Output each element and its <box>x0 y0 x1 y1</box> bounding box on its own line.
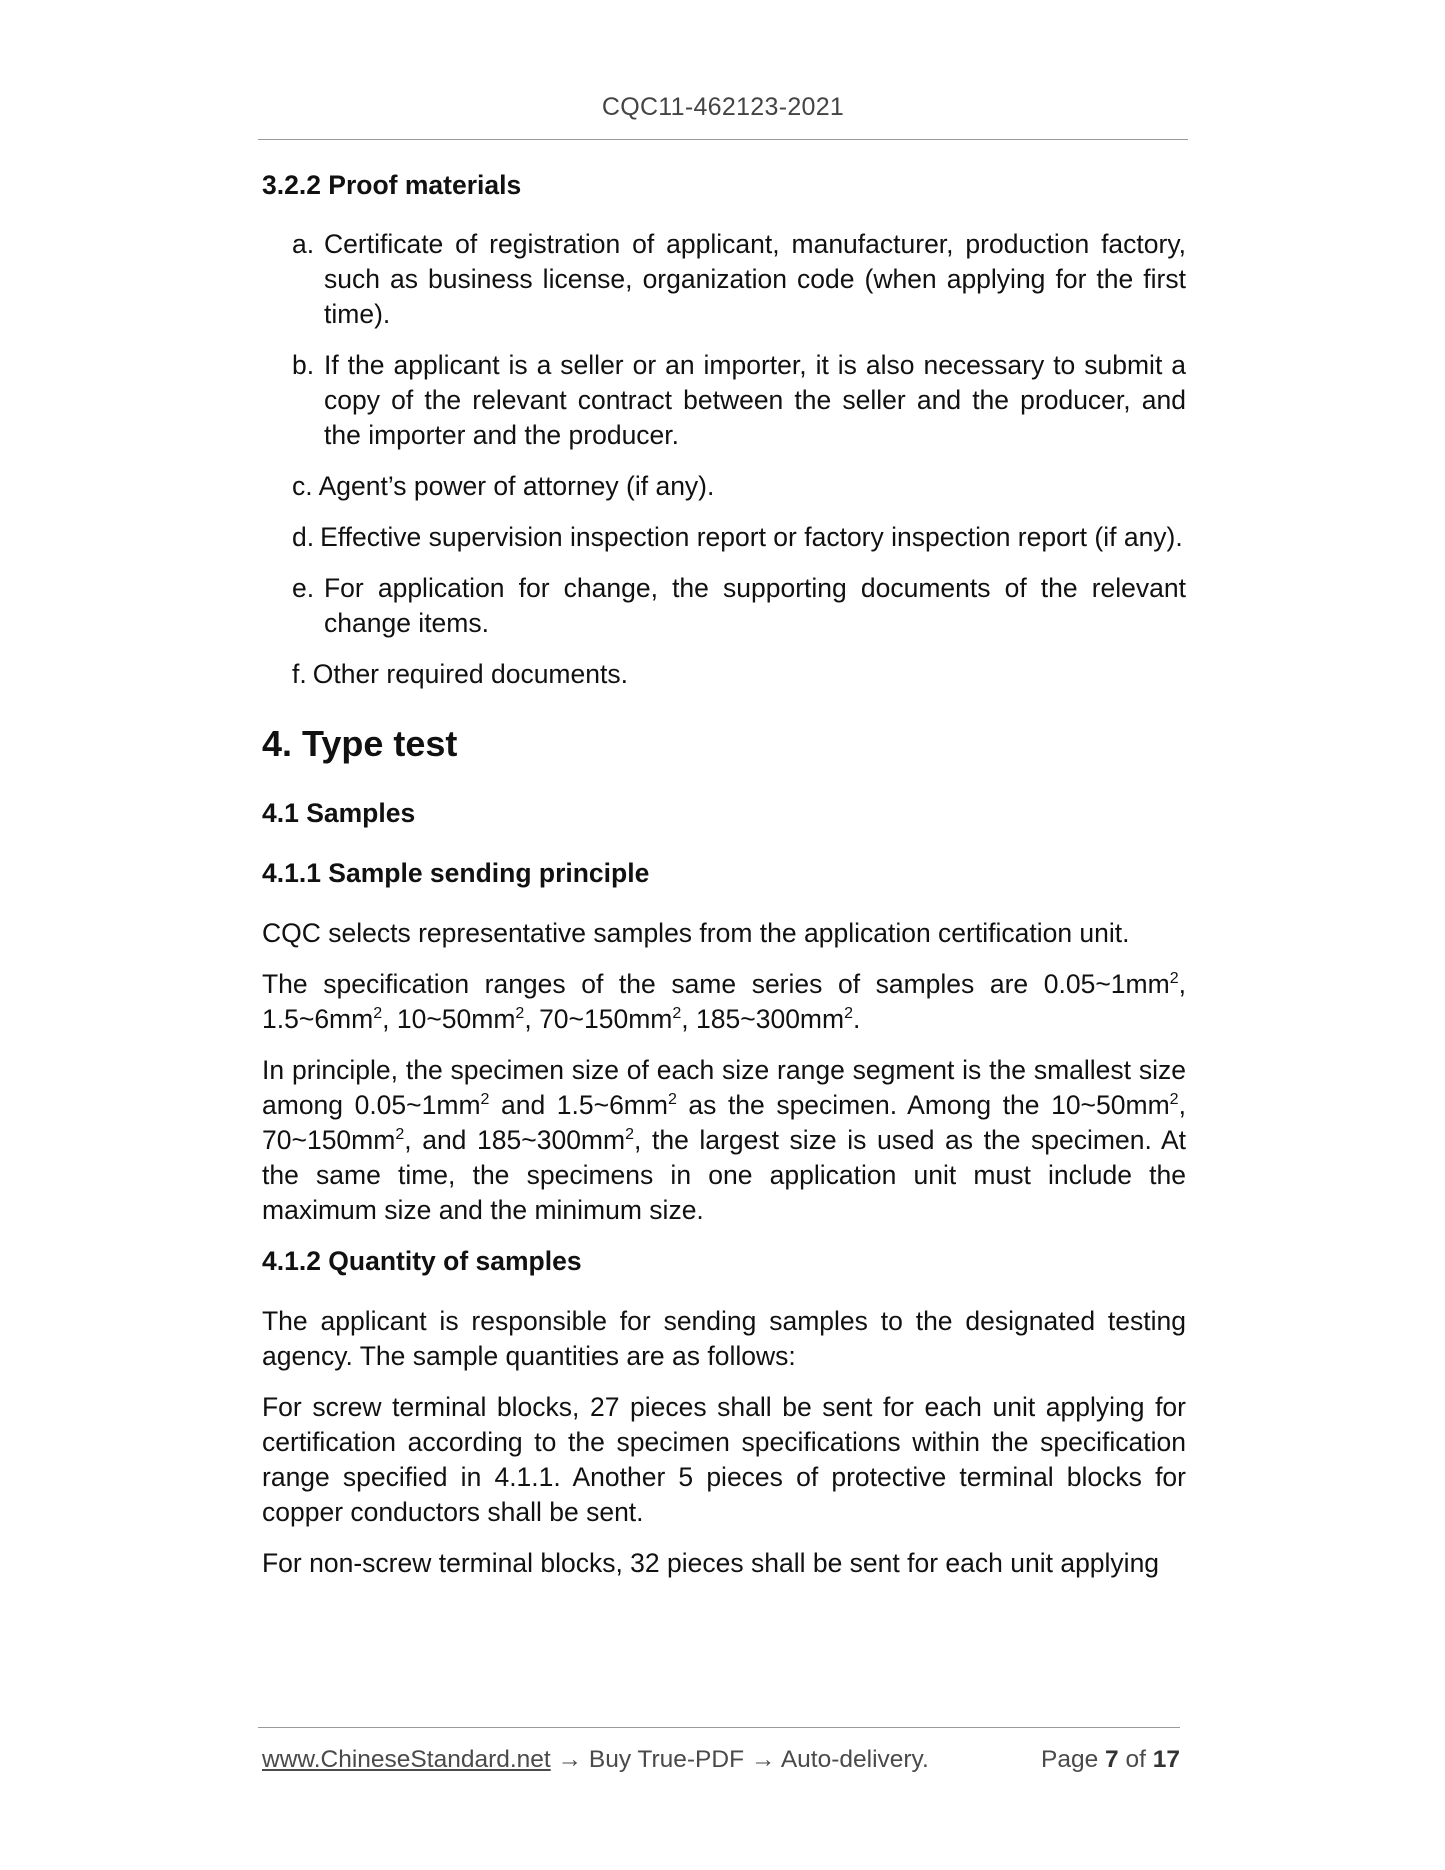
range-3: 70~150mm <box>262 1125 396 1155</box>
list-text: For application for change, the supporting documents of the relevant change items. <box>324 573 1186 638</box>
superscript: 2 <box>625 1126 634 1143</box>
footer-promo <box>262 1746 929 1774</box>
superscript: 2 <box>395 1126 405 1143</box>
range-0: 0.05~1mm <box>1043 969 1170 999</box>
paragraph: The applicant is responsible for sending samples to the designated testing agency. The sample quantities are as follows: <box>262 1306 1186 1371</box>
superscript: 2 <box>844 1005 853 1022</box>
range-2: 10~50mm <box>1051 1090 1170 1120</box>
list-text: Agent’s power of attorney (if any). <box>318 471 715 501</box>
heading-3-2-2: 3.2.2 Proof materials <box>262 170 522 200</box>
superscript: 2 <box>1169 1091 1179 1108</box>
list-text: Other required documents. <box>312 659 628 689</box>
page-indicator <box>1041 1746 1180 1774</box>
range-0: 0.05~1mm <box>354 1090 481 1120</box>
list-item-d <box>292 520 1186 555</box>
heading-4-1-1: 4.1.1 Sample sending principle <box>262 858 650 888</box>
range-4: 185~300mm <box>477 1125 626 1155</box>
range-1: 1.5~6mm <box>556 1090 668 1120</box>
website-link[interactable]: www.ChineseStandard.net <box>262 1746 551 1773</box>
document-number-header: CQC11-462123-2021 <box>601 93 845 121</box>
page-current: 7 <box>1105 1746 1119 1773</box>
superscript: 2 <box>672 1005 682 1022</box>
heading-4-1-2: 4.1.2 Quantity of samples <box>262 1246 582 1276</box>
list-label: a. <box>292 229 315 259</box>
range-4: 185~300mm <box>696 1004 845 1034</box>
superscript: 2 <box>515 1005 525 1022</box>
page-footer <box>262 1746 1180 1774</box>
list-text: Effective supervision inspection report or factory inspection report (if any). <box>320 522 1183 552</box>
document-body <box>262 168 1186 1581</box>
range-2: 10~50mm <box>396 1004 516 1034</box>
footer-divider <box>258 1727 1180 1728</box>
list-item-c <box>292 469 1186 504</box>
list-label: f. <box>292 659 307 689</box>
list-label: c. <box>292 471 313 501</box>
paragraph-principle: In principle, the specimen size of each size range segment is the smallest size among $0.05\sim 1mm^2$ and $1.5\sim 6mm^2$ as the specimen. Among the $10\sim 50mm^2$, $70\sim 150mm^2$, and $185\sim 300mm^2$, the largest size is used as the specimen. At the same time, the specimens in one application unit must include the maximum size and the minimum size. <box>262 1055 1187 1225</box>
text-run: The specification ranges of the same series of samples are <box>262 969 1029 999</box>
list-label: d. <box>292 522 315 552</box>
promo-text: → Buy True-PDF → Auto-delivery. <box>550 1746 929 1773</box>
list-item-a <box>292 227 1186 332</box>
paragraph: For non-screw terminal blocks, 32 pieces shall be sent for each unit applying <box>262 1548 1160 1578</box>
list-label: b. <box>292 350 315 380</box>
paragraph: For screw terminal blocks, 27 pieces shall be sent for each unit applying for certification according to the specimen specifications within the specification range specified in 4.1.1. Another 5 pieces of protective terminal blocks for copper conductors shall be sent. <box>262 1392 1186 1527</box>
list-text: If the applicant is a seller or an importer, it is also necessary to submit a copy of the relevant contract between the seller and the producer, and the importer and the producer. <box>324 350 1186 450</box>
page-total: 17 <box>1152 1746 1180 1773</box>
heading-4-type-test: 4. Type test <box>262 723 458 764</box>
text-run: and <box>422 1125 467 1155</box>
paragraph-spec-ranges: The specification ranges of the same series of samples are $0.05\sim 1mm^2$, $1.5\sim 6mm^2$, $10\sim 50mm^2$, $70\sim 150mm^2$, $185\sim 300mm^2$. <box>262 969 1186 1034</box>
page-label: Page <box>1041 1746 1099 1773</box>
paragraph: CQC selects representative samples from the application certification unit. <box>262 918 1130 948</box>
heading-4-1: 4.1 Samples <box>262 798 416 828</box>
text-run: the largest size is used as the specimen. At the same time, the specimens in one application unit must include the maximum size and the minimum size. <box>262 1125 1187 1225</box>
text-run: In principle, the specimen size of each size range segment is the smallest size among <box>262 1055 1186 1120</box>
text-run: as the specimen. Among the <box>688 1090 1040 1120</box>
list-item-b <box>292 348 1186 453</box>
superscript: 2 <box>373 1005 383 1022</box>
superscript: 2 <box>480 1091 490 1108</box>
list-text: Certificate of registration of applicant, manufacturer, production factory, such as business license, organization code (when applying for the first time). <box>324 229 1186 329</box>
page-of: of <box>1125 1746 1146 1773</box>
list-label: e. <box>292 573 315 603</box>
range-3: 70~150mm <box>539 1004 673 1034</box>
superscript: 2 <box>667 1091 677 1108</box>
list-item-f <box>292 657 1186 692</box>
list-item-e <box>292 571 1186 641</box>
superscript: 2 <box>1169 970 1179 987</box>
range-1: 1.5~6mm <box>262 1004 374 1034</box>
header-divider <box>258 139 1188 140</box>
text-run: and <box>500 1090 546 1120</box>
